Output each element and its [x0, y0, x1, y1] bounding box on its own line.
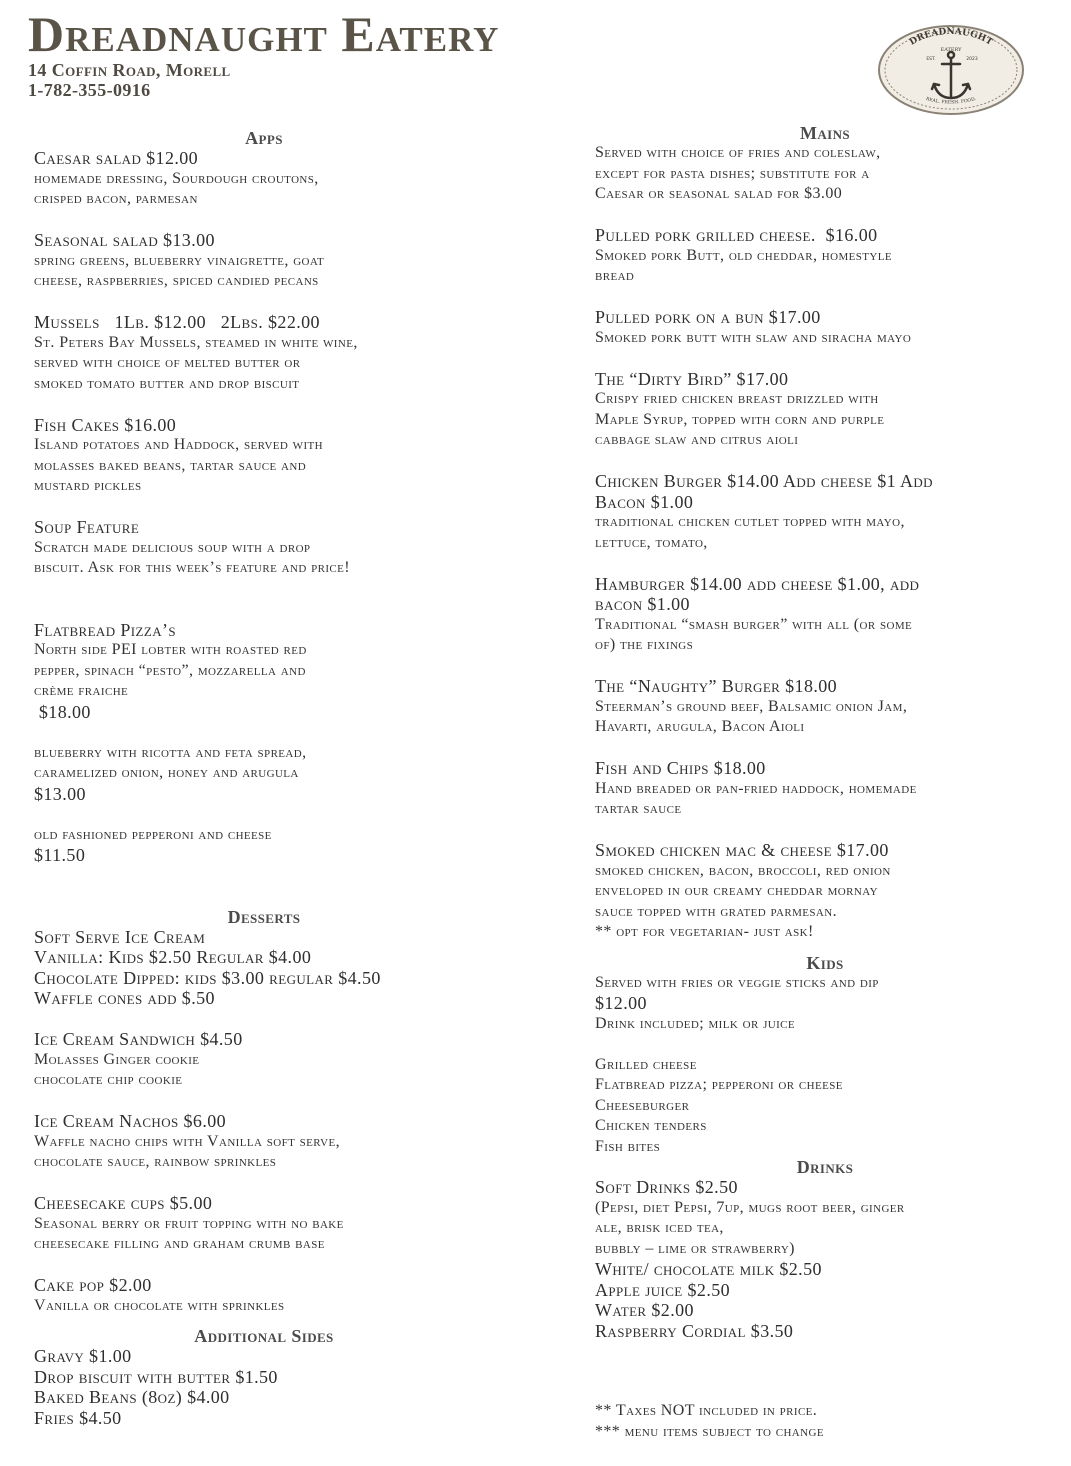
- item-desc: cheesecake filling and graham crumb base: [34, 1235, 325, 1252]
- item-title: bacon $1.00: [595, 594, 690, 614]
- intro-line: Served with choice of fries and coleslaw,: [595, 144, 881, 161]
- item-desc: cheese, raspberries, spiced candied pecans: [34, 272, 319, 289]
- item-desc: Vanilla: Kids $2.50 Regular $4.00: [34, 947, 312, 967]
- item-desc: bread: [595, 267, 635, 284]
- logo-sub-text: EATERY: [940, 47, 962, 53]
- item-desc: molasses baked beans, tartar sauce and: [34, 456, 307, 474]
- footer-notes: [595, 1401, 1055, 1442]
- item-desc: homemade dressing, Sourdough croutons,: [34, 169, 319, 187]
- item-desc: blueberry with ricotta and feta spread,: [34, 743, 307, 761]
- menu-item-flatbread: [34, 620, 494, 866]
- left-column: [34, 128, 494, 1428]
- kids-intro: [595, 973, 1055, 1035]
- logo-year: 2023: [966, 57, 978, 62]
- list-item: Apple juice $2.50: [595, 1279, 731, 1300]
- logo-est: EST.: [926, 57, 936, 62]
- address-text: 14 Coffin Road, Morell: [28, 60, 231, 80]
- list-item: Baked Beans (8oz) $4.00: [34, 1387, 230, 1407]
- menu-item-pulled-pork-grilled-cheese: [595, 225, 1055, 287]
- section-heading-apps: Apps: [245, 128, 283, 148]
- item-desc: cabbage slaw and citrus aioli: [595, 431, 799, 448]
- item-price: $11.50: [34, 845, 86, 865]
- item-desc: ale, brisk iced tea,: [595, 1219, 724, 1236]
- item-desc: Island potatoes and Haddock, served with: [34, 436, 323, 453]
- item-title: Pulled pork on a bun $17.00: [595, 307, 821, 327]
- item-desc: (Pepsi, diet Pepsi, 7up, mugs root beer, ginger: [595, 1198, 905, 1216]
- menu-item-cheesecake: [34, 1193, 494, 1255]
- item-desc: smoked chicken, bacon, broccoli, red onion: [595, 861, 891, 879]
- list-item: Drop biscuit with butter $1.50: [34, 1366, 278, 1387]
- section-heading-kids: Kids: [806, 952, 844, 973]
- menu-item-mussels: [34, 312, 494, 394]
- section-heading-desserts: Desserts: [227, 906, 301, 927]
- menu-item-dirty-bird: [595, 369, 1055, 451]
- menu-item-seasonal-salad: [34, 230, 494, 292]
- intro-line: Drink included; milk or juice: [595, 1014, 796, 1032]
- item-desc: Maple Syrup, topped with corn and purple: [595, 410, 885, 428]
- section-heading-sides: Additional Sides: [194, 1326, 334, 1346]
- item-desc: Seasonal berry or fruit topping with no bake: [34, 1214, 344, 1232]
- menu-item-cake-pop: [34, 1275, 494, 1316]
- item-desc: served with choice of melted butter or: [34, 354, 301, 371]
- item-title: Bacon $1.00: [595, 491, 694, 512]
- restaurant-name: Dreadnaught Eatery: [28, 6, 500, 62]
- item-desc: traditional chicken cutlet topped with mayo,: [595, 513, 905, 530]
- item-desc: Traditional “smash burger” with all (or some: [595, 615, 913, 633]
- menu-item-fish-and-chips: [595, 758, 1055, 820]
- intro-line: except for pasta dishes; substitute for a: [595, 164, 870, 182]
- menu-item-ice-cream-nachos: [34, 1111, 494, 1173]
- section-heading-mains: Mains: [799, 123, 851, 143]
- item-desc: Steerman’s ground beef, Balsamic onion Jam,: [595, 697, 908, 715]
- phone-text: 1-782-355-0916: [28, 80, 151, 100]
- list-item: Raspberry Cordial $3.50: [595, 1320, 794, 1341]
- item-desc: Crispy fried chicken breast drizzled with: [595, 390, 879, 407]
- menu-item-hamburger: [595, 574, 1055, 656]
- item-price: $12.00: [595, 993, 647, 1013]
- section-heading-drinks: Drinks: [796, 1157, 854, 1177]
- item-desc: ** opt for vegetarian- just ask!: [595, 923, 814, 940]
- menu-item-soup: [34, 517, 494, 579]
- item-desc: smoked tomato butter and drop biscuit: [34, 374, 300, 392]
- item-desc: enveloped in our creamy cheddar mornay: [595, 882, 878, 899]
- item-title: The “Dirty Bird” $17.00: [595, 368, 789, 389]
- item-desc: crème fraiche: [34, 682, 129, 699]
- item-title: Fish Cakes $16.00: [34, 414, 177, 435]
- item-price: $18.00: [34, 701, 91, 722]
- item-desc: spring greens, blueberry vinaigrette, goat: [34, 251, 325, 269]
- menu-item-caesar: [34, 148, 494, 210]
- item-desc: Hand breaded or pan-fried haddock, homemade: [595, 779, 917, 797]
- logo-bottom-text: REAL. FRESH. FOOD.: [925, 96, 977, 106]
- list-item: Fish bites: [595, 1137, 661, 1155]
- item-title: Caesar salad $12.00: [34, 148, 199, 168]
- intro-line: Served with fries or veggie sticks and dip: [595, 973, 879, 991]
- anchor-logo: [876, 24, 1026, 116]
- menu-item-soft-serve: [34, 927, 494, 1009]
- list-item: Grilled cheese: [595, 1055, 697, 1073]
- item-title: Cheesecake cups $5.00: [34, 1193, 213, 1213]
- item-desc: pepper, spinach “pesto”, mozzarella and: [34, 661, 306, 679]
- list-item: Water $2.00: [595, 1300, 694, 1320]
- item-price: $13.00: [34, 783, 86, 804]
- item-desc: North side PEI lobter with roasted red: [34, 641, 307, 658]
- item-desc: Havarti, arugula, Bacon Aioli: [595, 718, 805, 735]
- item-desc: lettuce, tomato,: [595, 533, 708, 551]
- item-title: Mussels 1Lb. $12.00 2Lbs. $22.00: [34, 312, 320, 332]
- item-desc: of) the fixings: [595, 636, 694, 653]
- contact-info: [28, 60, 231, 100]
- logo-top-text: DREADNAUGHT: [907, 26, 995, 48]
- item-desc: Smoked pork butt with slaw and siracha mayo: [595, 328, 912, 346]
- item-desc: old fashioned pepperoni and cheese: [34, 825, 272, 843]
- item-desc: Molasses Ginger cookie: [34, 1050, 200, 1068]
- item-desc: tartar sauce: [595, 800, 682, 817]
- right-column: [595, 123, 1055, 1442]
- menu-item-chicken-burger: [595, 471, 1055, 553]
- sides-list: [34, 1346, 494, 1428]
- list-item: White/ chocolate milk $2.50: [595, 1259, 822, 1279]
- item-title: Flatbread Pizza’s: [34, 619, 177, 640]
- menu-item-pulled-pork-bun: [595, 307, 1055, 348]
- list-item: Flatbread pizza; pepperoni or cheese: [595, 1076, 843, 1093]
- menu-item-ice-cream-sandwich: [34, 1029, 494, 1091]
- change-note: *** menu items subject to change: [595, 1422, 824, 1440]
- item-desc: bubbly – lime or strawberry): [595, 1239, 795, 1257]
- intro-line: Caesar or seasonal salad for $3.00: [595, 185, 843, 202]
- item-desc: St. Peters Bay Mussels, steamed in white wine,: [34, 333, 358, 351]
- item-title: Pulled pork grilled cheese. $16.00: [595, 225, 878, 245]
- item-desc: sauce topped with grated parmesan.: [595, 902, 838, 920]
- item-title: Fish and Chips $18.00: [595, 758, 766, 778]
- item-desc: caramelized onion, honey and arugula: [34, 764, 299, 781]
- item-desc: Scratch made delicious soup with a drop: [34, 538, 311, 556]
- item-desc: chocolate chip cookie: [34, 1071, 183, 1088]
- drinks-list: [595, 1177, 1055, 1341]
- list-item: Gravy $1.00: [34, 1346, 132, 1366]
- list-item: Chicken tenders: [595, 1117, 707, 1134]
- item-title: Ice Cream Nachos $6.00: [34, 1111, 227, 1131]
- item-title: Cake pop $2.00: [34, 1275, 152, 1295]
- mains-intro: [595, 143, 1055, 205]
- item-title: Smoked chicken mac & cheese $17.00: [595, 840, 889, 860]
- menu-item-naughty-burger: [595, 676, 1055, 738]
- item-desc: Smoked pork Butt, old cheddar, homestyle: [595, 246, 893, 264]
- item-desc: chocolate sauce, rainbow sprinkles: [34, 1153, 277, 1170]
- item-desc: crisped bacon, parmesan: [34, 190, 198, 207]
- list-item: Fries $4.50: [34, 1407, 122, 1428]
- item-desc: Waffle cones add $.50: [34, 988, 215, 1008]
- item-title: Seasonal salad $13.00: [34, 230, 215, 250]
- kids-list: [595, 1055, 1055, 1158]
- list-item: Cheeseburger: [595, 1096, 690, 1114]
- item-desc: Waffle nacho chips with Vanilla soft serve,: [34, 1132, 340, 1150]
- item-title: Chicken Burger $14.00 Add cheese $1 Add: [595, 471, 933, 491]
- item-title: Soft Drinks $2.50: [595, 1177, 738, 1197]
- item-title: The “Naughty” Burger $18.00: [595, 676, 838, 696]
- item-title: Soft Serve Ice Cream: [34, 926, 206, 947]
- item-desc: Vanilla or chocolate with sprinkles: [34, 1296, 285, 1314]
- item-desc: mustard pickles: [34, 477, 142, 494]
- menu-item-mac-and-cheese: [595, 840, 1055, 943]
- item-title: Soup Feature: [34, 517, 140, 537]
- item-title: Ice Cream Sandwich $4.50: [34, 1029, 243, 1049]
- item-title: Hamburger $14.00 add cheese $1.00, add: [595, 573, 920, 594]
- tax-note: ** Taxes NOT included in price.: [595, 1402, 818, 1419]
- item-desc: biscuit. Ask for this week’s feature and price!: [34, 559, 350, 576]
- item-desc: Chocolate Dipped: kids $3.00 regular $4.50: [34, 967, 381, 988]
- menu-item-fish-cakes: [34, 415, 494, 497]
